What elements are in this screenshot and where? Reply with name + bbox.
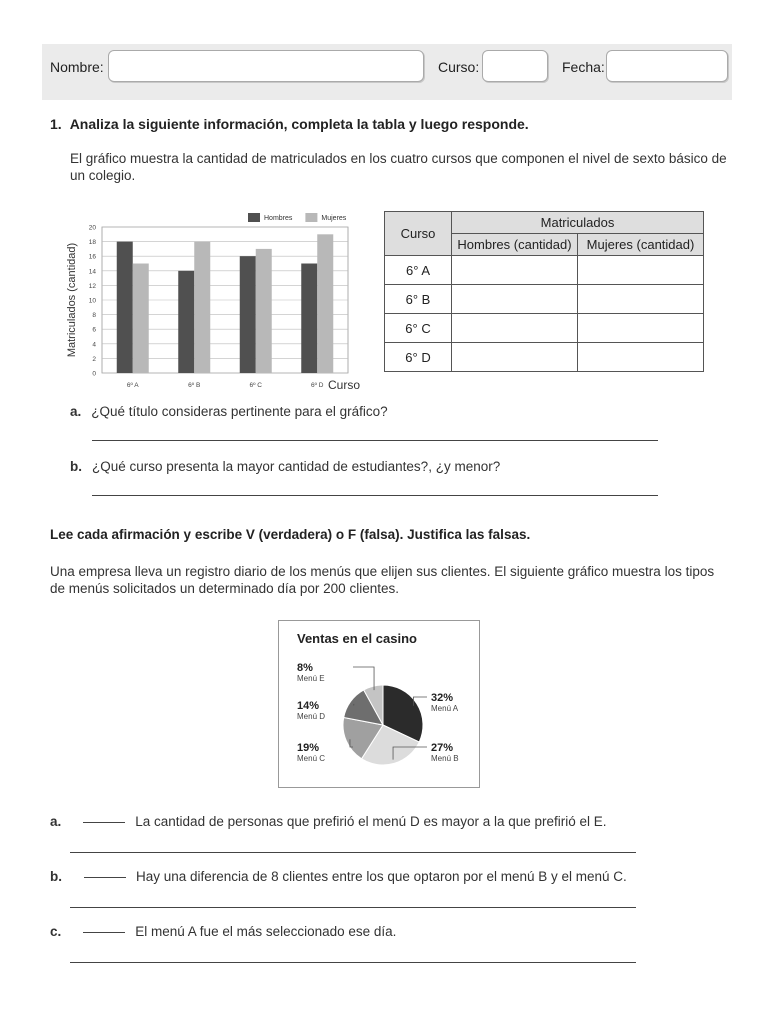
y-tick-label: 6 — [92, 326, 96, 334]
statement-letter: b. — [50, 869, 62, 884]
table-header-enrolled: Matriculados — [452, 212, 704, 234]
pie-percent-label: 27% — [431, 742, 454, 754]
table-row-course: 6° B — [385, 285, 452, 314]
table-cell-men[interactable] — [452, 285, 578, 314]
table-cell-women[interactable] — [578, 343, 704, 372]
table-cell-women[interactable] — [578, 314, 704, 343]
table-cell-men[interactable] — [452, 314, 578, 343]
table-cell-men[interactable] — [452, 343, 578, 372]
table-row-course: 6° D — [385, 343, 452, 372]
sub-question-text: ¿Qué curso presenta la mayor cantidad de estudiantes?, ¿y menor? — [92, 459, 501, 474]
legend-swatch — [305, 213, 317, 222]
legend-label: Hombres — [264, 215, 293, 222]
x-axis-label: Curso — [328, 378, 361, 392]
true-false-blank[interactable] — [84, 877, 126, 878]
statement-text: El menú A fue el más seleccionado ese día. — [135, 924, 397, 939]
section-2-intro-line-1: Una empresa lleva un registro diario de los menús que elijen sus clientes. El siguiente gráfico muestra los tipos — [50, 564, 715, 579]
pie-percent-label: 32% — [431, 692, 454, 704]
true-false-blank[interactable] — [83, 932, 125, 933]
true-false-blank[interactable] — [83, 822, 125, 823]
table-cell-women[interactable] — [578, 285, 704, 314]
pie-percent-label: 19% — [297, 742, 320, 754]
pie-slice-label: Menú D — [297, 712, 326, 721]
table-row-course: 6° C — [385, 314, 452, 343]
bar — [240, 256, 256, 373]
bar — [317, 234, 333, 373]
sub-question-a — [70, 404, 388, 419]
sub-question-text: ¿Qué título consideras pertinente para el gráfico? — [91, 404, 388, 419]
table-cell-men[interactable] — [452, 256, 578, 285]
answer-line-b[interactable] — [92, 495, 658, 496]
pie-slice-label: Menú C — [297, 754, 326, 763]
question-1-intro-line-1: El gráfico muestra la cantidad de matriculados en los cuatro cursos que componen el nivel de sexto básico de — [70, 151, 727, 166]
x-tick-label: 6º C — [249, 382, 262, 389]
justification-line-a[interactable] — [70, 852, 636, 853]
pie-chart-frame — [278, 620, 480, 788]
y-tick-label: 18 — [88, 239, 96, 247]
section-2-intro-line-2: de menús solicitados un determinado día por 200 clientes. — [50, 581, 399, 596]
y-axis-label: Matriculados (cantidad) — [66, 242, 78, 358]
bar — [178, 271, 194, 373]
y-tick-label: 20 — [88, 224, 96, 232]
y-tick-label: 14 — [88, 268, 96, 276]
y-tick-label: 4 — [92, 341, 96, 349]
y-tick-label: 8 — [92, 312, 96, 320]
statement-c — [50, 924, 396, 939]
table-header-course: Curso — [385, 212, 452, 256]
name-label: Nombre: — [50, 59, 104, 75]
y-tick-label: 12 — [88, 282, 96, 290]
sub-question-b — [70, 459, 500, 474]
sub-question-letter: b. — [70, 459, 82, 474]
pie-percent-label: 14% — [297, 700, 320, 712]
pie-slice-label: Menú A — [431, 704, 459, 713]
question-1-text: Analiza la siguiente información, completa la tabla y luego responde. — [69, 116, 529, 132]
course-field[interactable] — [482, 50, 548, 82]
question-1-intro-line-2: un colegio. — [70, 168, 136, 183]
justification-line-b[interactable] — [70, 907, 636, 908]
table-row-course: 6° A — [385, 256, 452, 285]
y-tick-label: 10 — [88, 297, 96, 305]
x-tick-label: 6º D — [311, 382, 324, 389]
course-label: Curso: — [438, 59, 480, 75]
table-cell-women[interactable] — [578, 256, 704, 285]
statement-a — [50, 814, 607, 829]
pie-title: Ventas en el casino — [297, 631, 417, 646]
question-number: 1. — [50, 116, 62, 132]
section-2-title: Lee cada afirmación y escribe V (verdadera) o F (falsa). Justifica las falsas. — [50, 527, 531, 542]
bar — [194, 242, 210, 373]
justification-line-c[interactable] — [70, 962, 636, 963]
bar — [117, 242, 133, 373]
x-tick-label: 6º B — [188, 382, 201, 389]
sales-pie-chart — [279, 621, 479, 787]
statement-letter: a. — [50, 814, 62, 829]
table-header-women: Mujeres (cantidad) — [578, 234, 704, 256]
legend-swatch — [248, 213, 260, 222]
table-header-men: Hombres (cantidad) — [452, 234, 578, 256]
y-tick-label: 2 — [92, 355, 96, 363]
statement-text: Hay una diferencia de 8 clientes entre los que optaron por el menú B y el menú C. — [136, 869, 627, 884]
pie-slice-label: Menú B — [431, 754, 459, 763]
name-field[interactable] — [108, 50, 424, 82]
y-tick-label: 16 — [88, 253, 96, 261]
bar — [301, 264, 317, 374]
enrollment-bar-chart — [60, 205, 365, 395]
date-label: Fecha: — [562, 59, 605, 75]
date-field[interactable] — [606, 50, 728, 82]
statement-letter: c. — [50, 924, 62, 939]
question-1-title — [50, 116, 529, 132]
pie-percent-label: 8% — [297, 662, 313, 674]
statement-text: La cantidad de personas que prefirió el menú D es mayor a la que prefirió el E. — [135, 814, 607, 829]
y-tick-label: 0 — [92, 370, 96, 378]
statement-b — [50, 869, 627, 884]
enrollment-table — [384, 211, 704, 372]
bar — [256, 249, 272, 373]
x-tick-label: 6º A — [126, 382, 139, 389]
bar — [133, 264, 149, 374]
answer-line-a[interactable] — [92, 440, 658, 441]
sub-question-letter: a. — [70, 404, 82, 419]
pie-slice-label: Menú E — [297, 674, 325, 683]
legend-label: Mujeres — [321, 215, 347, 222]
